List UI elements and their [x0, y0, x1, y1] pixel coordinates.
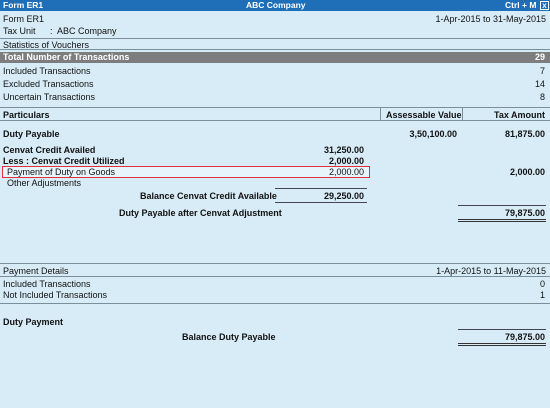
pd-not-included-label[interactable]: Not Included Transactions [3, 290, 108, 300]
payment-duty-goods-label[interactable]: Payment of Duty on Goods [7, 167, 116, 177]
close-icon[interactable]: x [540, 1, 549, 10]
duty-payable-tax: 81,875.00 [504, 129, 545, 139]
total-transactions-row[interactable] [0, 52, 550, 63]
balance-cenvat-label: Balance Cenvat Credit Available [140, 191, 277, 201]
duty-payable-assessable: 3,50,100.00 [409, 129, 457, 139]
tax-unit-value[interactable]: ABC Company [57, 26, 117, 36]
total-line [458, 205, 546, 206]
cenvat-utilized-label[interactable]: Less : Cenvat Credit Utilized [3, 156, 125, 166]
pd-included-label[interactable]: Included Transactions [3, 279, 91, 289]
payment-details-period: 1-Apr-2015 to 11-May-2015 [436, 266, 546, 276]
title-bar [0, 0, 550, 11]
balance-duty-payable-label: Balance Duty Payable [182, 332, 276, 342]
tax-unit-separator: : [50, 26, 53, 36]
total-transactions-label: Total Number of Transactions [3, 52, 130, 62]
shortcut-hint: Ctrl + M [505, 0, 537, 10]
cenvat-availed-value: 31,250.00 [323, 145, 364, 155]
form-period: 1-Apr-2015 to 31-May-2015 [435, 14, 546, 24]
balance-duty-payable-value: 79,875.00 [504, 332, 545, 342]
subtotal-line [275, 188, 367, 189]
company-title: ABC Company [246, 0, 306, 10]
column-divider [462, 108, 463, 120]
section-divider [0, 303, 550, 304]
uncertain-transactions-label[interactable]: Uncertain Transactions [3, 92, 96, 102]
double-underline [458, 219, 546, 222]
duty-after-cenvat-value: 79,875.00 [504, 208, 545, 218]
payment-duty-goods-value: 2,000.00 [328, 167, 364, 177]
total-line [458, 329, 546, 330]
window-title: Form ER1 [3, 0, 44, 10]
included-transactions-value: 7 [539, 66, 545, 76]
total-transactions-value: 29 [534, 52, 545, 62]
excluded-transactions-label[interactable]: Excluded Transactions [3, 79, 94, 89]
pd-not-included-value: 1 [539, 290, 545, 300]
form-title: Form ER1 [3, 14, 45, 24]
cenvat-utilized-value: 2,000.00 [328, 156, 364, 166]
duty-after-cenvat-label: Duty Payable after Cenvat Adjustment [119, 208, 282, 218]
assessable-value-column-header: Assessable Value [386, 110, 462, 120]
included-transactions-label[interactable]: Included Transactions [3, 66, 91, 76]
balance-cenvat-value: 29,250.00 [323, 191, 364, 201]
double-underline [458, 343, 546, 346]
tax-unit-label: Tax Unit [3, 26, 36, 36]
column-header-row [0, 107, 550, 121]
payment-details-heading: Payment Details [3, 266, 69, 276]
subtotal-line [275, 202, 367, 203]
statistics-heading: Statistics of Vouchers [3, 40, 90, 50]
particulars-column-header: Particulars [3, 110, 50, 120]
duty-payment-heading: Duty Payment [3, 317, 64, 327]
uncertain-transactions-value: 8 [539, 92, 545, 102]
cenvat-availed-label[interactable]: Cenvat Credit Availed [3, 145, 96, 155]
other-adjustments-label[interactable]: Other Adjustments [7, 178, 82, 188]
column-divider [380, 108, 381, 120]
pd-included-value: 0 [539, 279, 545, 289]
tax-amount-column-header: Tax Amount [494, 110, 545, 120]
excluded-transactions-value: 14 [534, 79, 545, 89]
payment-duty-goods-tax: 2,000.00 [509, 167, 545, 177]
duty-payable-label[interactable]: Duty Payable [3, 129, 60, 139]
